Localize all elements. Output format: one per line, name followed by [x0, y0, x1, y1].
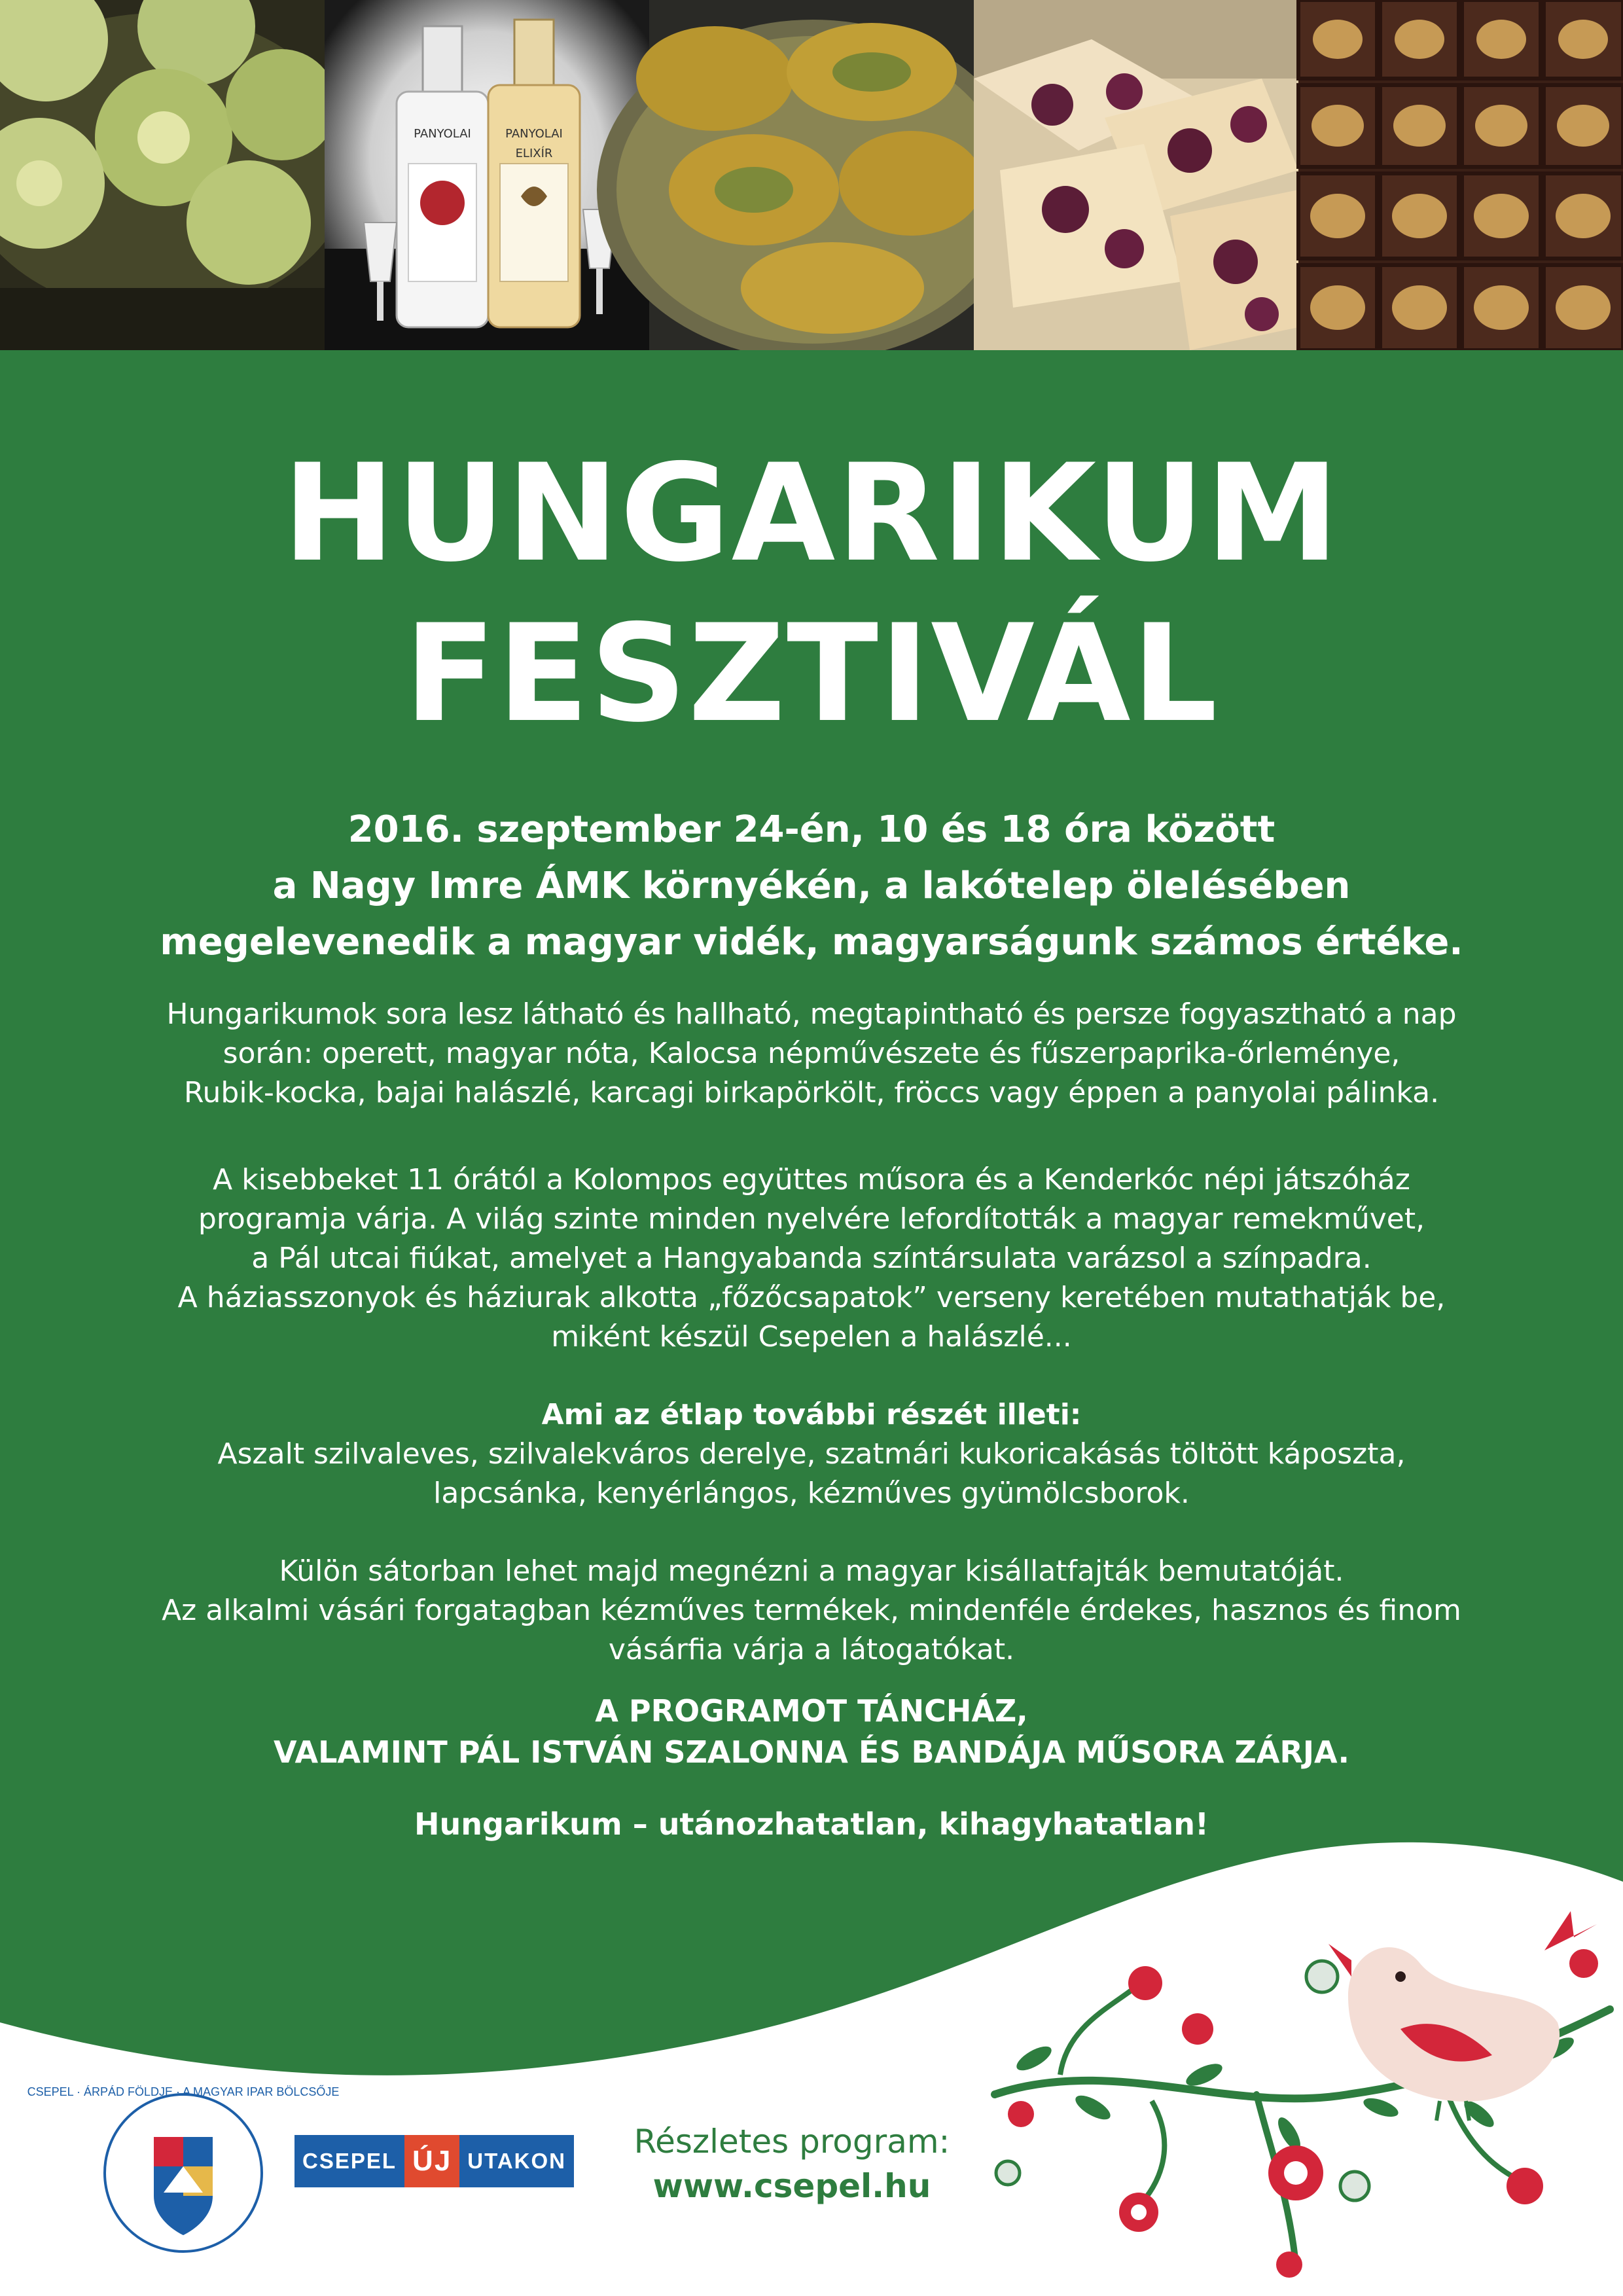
bottle-brand-label-2: PANYOLAI: [505, 127, 563, 141]
paragraph-fair: [92, 1552, 1531, 1670]
lead-line-3: megelevenedik a magyar vidék, magyarságunk számos értéke.: [160, 921, 1463, 963]
p3-line-1: Aszalt szilvaleves, szilvalekváros derelye, szatmári kukoricakásás töltött káposzta,: [217, 1437, 1406, 1471]
p2-line-5: miként készül Csepelen a halászlé...: [551, 1320, 1072, 1354]
crest-text: CSEPEL · ÁRPÁD FÖLDJE · A MAGYAR IPAR BÖLCSŐJE: [27, 2085, 340, 2098]
badge-part-3: UTAKON: [459, 2135, 574, 2187]
closing-line-2: VALAMINT PÁL ISTVÁN SZALONNA ÉS BANDÁJA MŰSORA ZÁRJA.: [274, 1734, 1349, 1770]
walnut-cake-photo: [1298, 0, 1623, 350]
bird-branch-illustration: [982, 1898, 1623, 2296]
photo-strip: [0, 0, 1623, 350]
title-line-1: HUNGARIKUM: [282, 436, 1341, 592]
bottle-brand-label: PANYOLAI: [414, 127, 471, 141]
closing-statement: [0, 1691, 1623, 1773]
p2-line-2: programja várja. A világ szinte minden nyelvére lefordították a magyar remekművet,: [198, 1202, 1425, 1236]
program-label: Részletes program:: [633, 2123, 950, 2161]
p2-line-1: A kisebbeket 11 órától a Kolompos együttes műsora és a Kenderkóc népi játszóház: [213, 1163, 1410, 1196]
slogan: Hungarikum – utánozhatatlan, kihagyhatatlan!: [414, 1806, 1209, 1842]
csepel-crest-logo: [27, 2081, 340, 2271]
p3-line-2: lapcsánka, kenyérlángos, kézműves gyümölcsborok.: [433, 1477, 1190, 1510]
bottle-elixir-label: ELIXÍR: [515, 147, 553, 160]
cake-photo: [974, 0, 1298, 350]
p1-line-1: Hungarikumok sora lesz látható és hallható, megtapintható és persze fogyasztható a nap: [166, 997, 1457, 1031]
lead-line-2: a Nagy Imre ÁMK környékén, a lakótelep ölelésében: [272, 865, 1351, 907]
p2-line-3: a Pál utcai fiúkat, amelyet a Hangyabanda színtársulata varázsol a színpadra.: [251, 1242, 1372, 1275]
p2-line-4: A háziasszonyok és háziurak alkotta „főzőcsapatok” verseny keretében mutathatják be,: [177, 1281, 1446, 1314]
badge-part-2: ÚJ: [404, 2135, 459, 2187]
program-info: [589, 2119, 995, 2208]
csepel-uj-utakon-logo: [294, 2135, 574, 2187]
p4-line-1: Külön sátorban lehet majd megnézni a magyar kisállatfajták bemutatóját.: [279, 1554, 1344, 1588]
paragraph-hungarikums: [92, 995, 1531, 1113]
lapcsanka-photo: [649, 0, 974, 350]
p1-line-3: Rubik-kocka, bajai halászlé, karcagi birkapörkölt, fröccs vagy éppen a panyolai pálinka.: [183, 1076, 1440, 1109]
p1-line-2: során: operett, magyar nóta, Kalocsa népművészete és fűszerpaprika-őrleménye,: [223, 1037, 1400, 1070]
menu-heading: Ami az étlap további részét illeti:: [541, 1398, 1082, 1431]
lead-line-1: 2016. szeptember 24-én, 10 és 18 óra között: [348, 808, 1275, 851]
closing-line-1: A PROGRAMOT TÁNCHÁZ,: [595, 1693, 1028, 1729]
title-line-2: FESZTIVÁL: [404, 596, 1219, 752]
badge-part-1: CSEPEL: [294, 2135, 404, 2187]
p4-line-2: Az alkalmi vásári forgatagban kézműves termékek, mindenféle érdekes, hasznos és finom: [162, 1594, 1461, 1627]
program-url-link[interactable]: www.csepel.hu: [652, 2167, 931, 2205]
p4-line-3: vásárfia várja a látogatókat.: [608, 1633, 1015, 1666]
cabbage-photo: [0, 0, 325, 350]
paragraph-menu: [92, 1395, 1531, 1513]
paragraph-programs: [92, 1160, 1531, 1357]
lead-paragraph: [0, 802, 1623, 971]
